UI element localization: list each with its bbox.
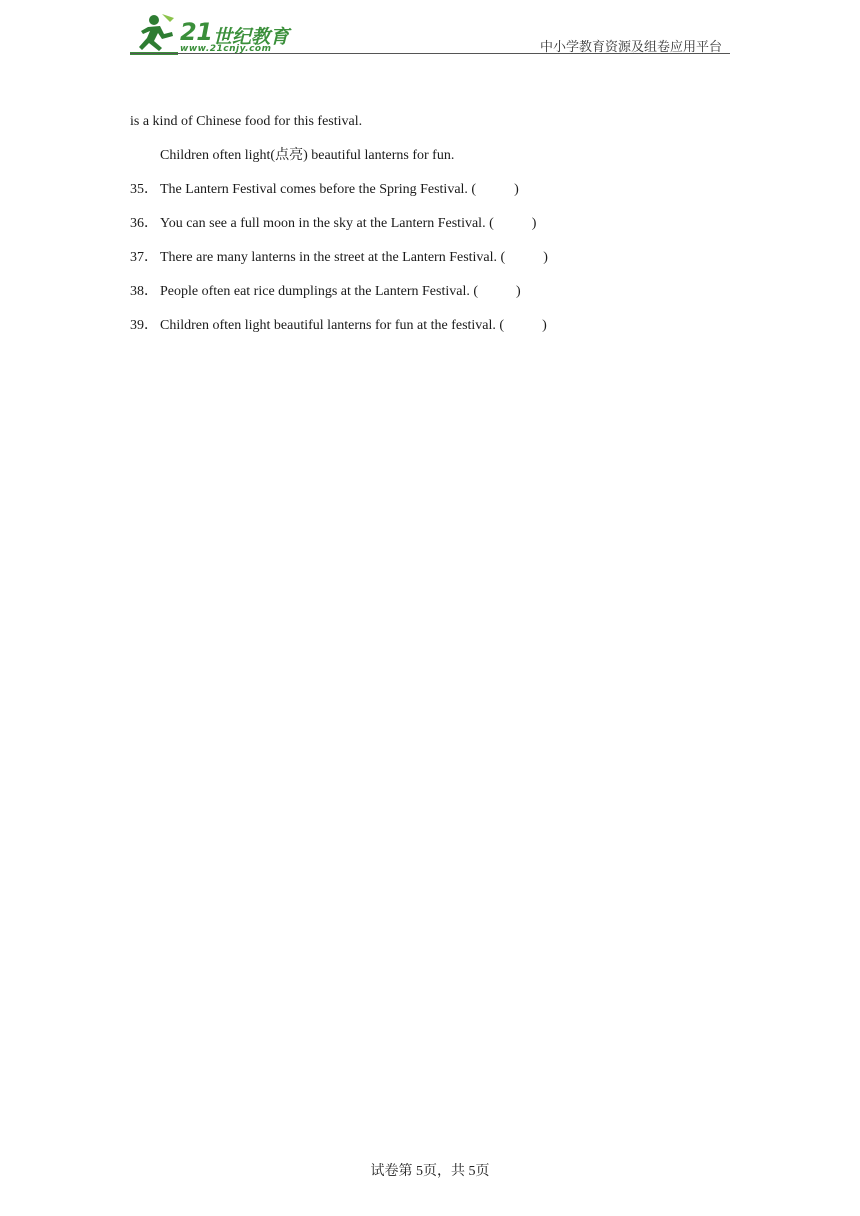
page-footer	[0, 1160, 860, 1180]
question-text: People often eat rice dumplings at the Lantern Festival. (	[160, 284, 479, 299]
site-logo[interactable]	[130, 12, 305, 56]
question-text: You can see a full moon in the sky at the Lantern Festival. (	[160, 216, 494, 231]
passage-line: is a kind of Chinese food for this festival.	[130, 114, 363, 129]
question-number: 39．	[130, 318, 158, 333]
logo-url: www.21cnjy.com	[180, 44, 272, 54]
question-number: 38．	[130, 284, 158, 299]
answer-close-paren: )	[516, 284, 521, 299]
header-platform-text: 中小学教育资源及组卷应用平台	[539, 39, 722, 54]
logo-brand-number: 21	[180, 18, 213, 46]
question-number: 36．	[130, 216, 158, 231]
question-number: 37．	[130, 250, 158, 265]
question-item	[130, 282, 521, 302]
answer-close-paren: )	[543, 250, 548, 265]
passage-line: Children often light(点亮) beautiful lanterns for fun.	[160, 148, 455, 163]
logo-brand-chinese: 世纪教育	[213, 26, 290, 48]
answer-close-paren: )	[542, 318, 547, 333]
page-header	[130, 12, 730, 56]
header-divider	[130, 53, 730, 54]
answer-close-paren: )	[514, 182, 519, 197]
question-item	[130, 316, 547, 336]
answer-close-paren: )	[531, 216, 537, 231]
question-item	[130, 180, 519, 200]
question-text: The Lantern Festival comes before the Spring Festival. (	[160, 182, 477, 197]
page-number-text: 试卷第 5页，共 5页	[370, 1164, 490, 1179]
question-item	[130, 214, 536, 234]
question-text: There are many lanterns in the street at the Lantern Festival. (	[160, 250, 506, 265]
question-number: 35．	[130, 182, 158, 197]
question-text: Children often light beautiful lanterns for fun at the festival. (	[160, 318, 505, 333]
running-figure-logo-icon	[130, 12, 178, 56]
question-item	[130, 248, 548, 268]
